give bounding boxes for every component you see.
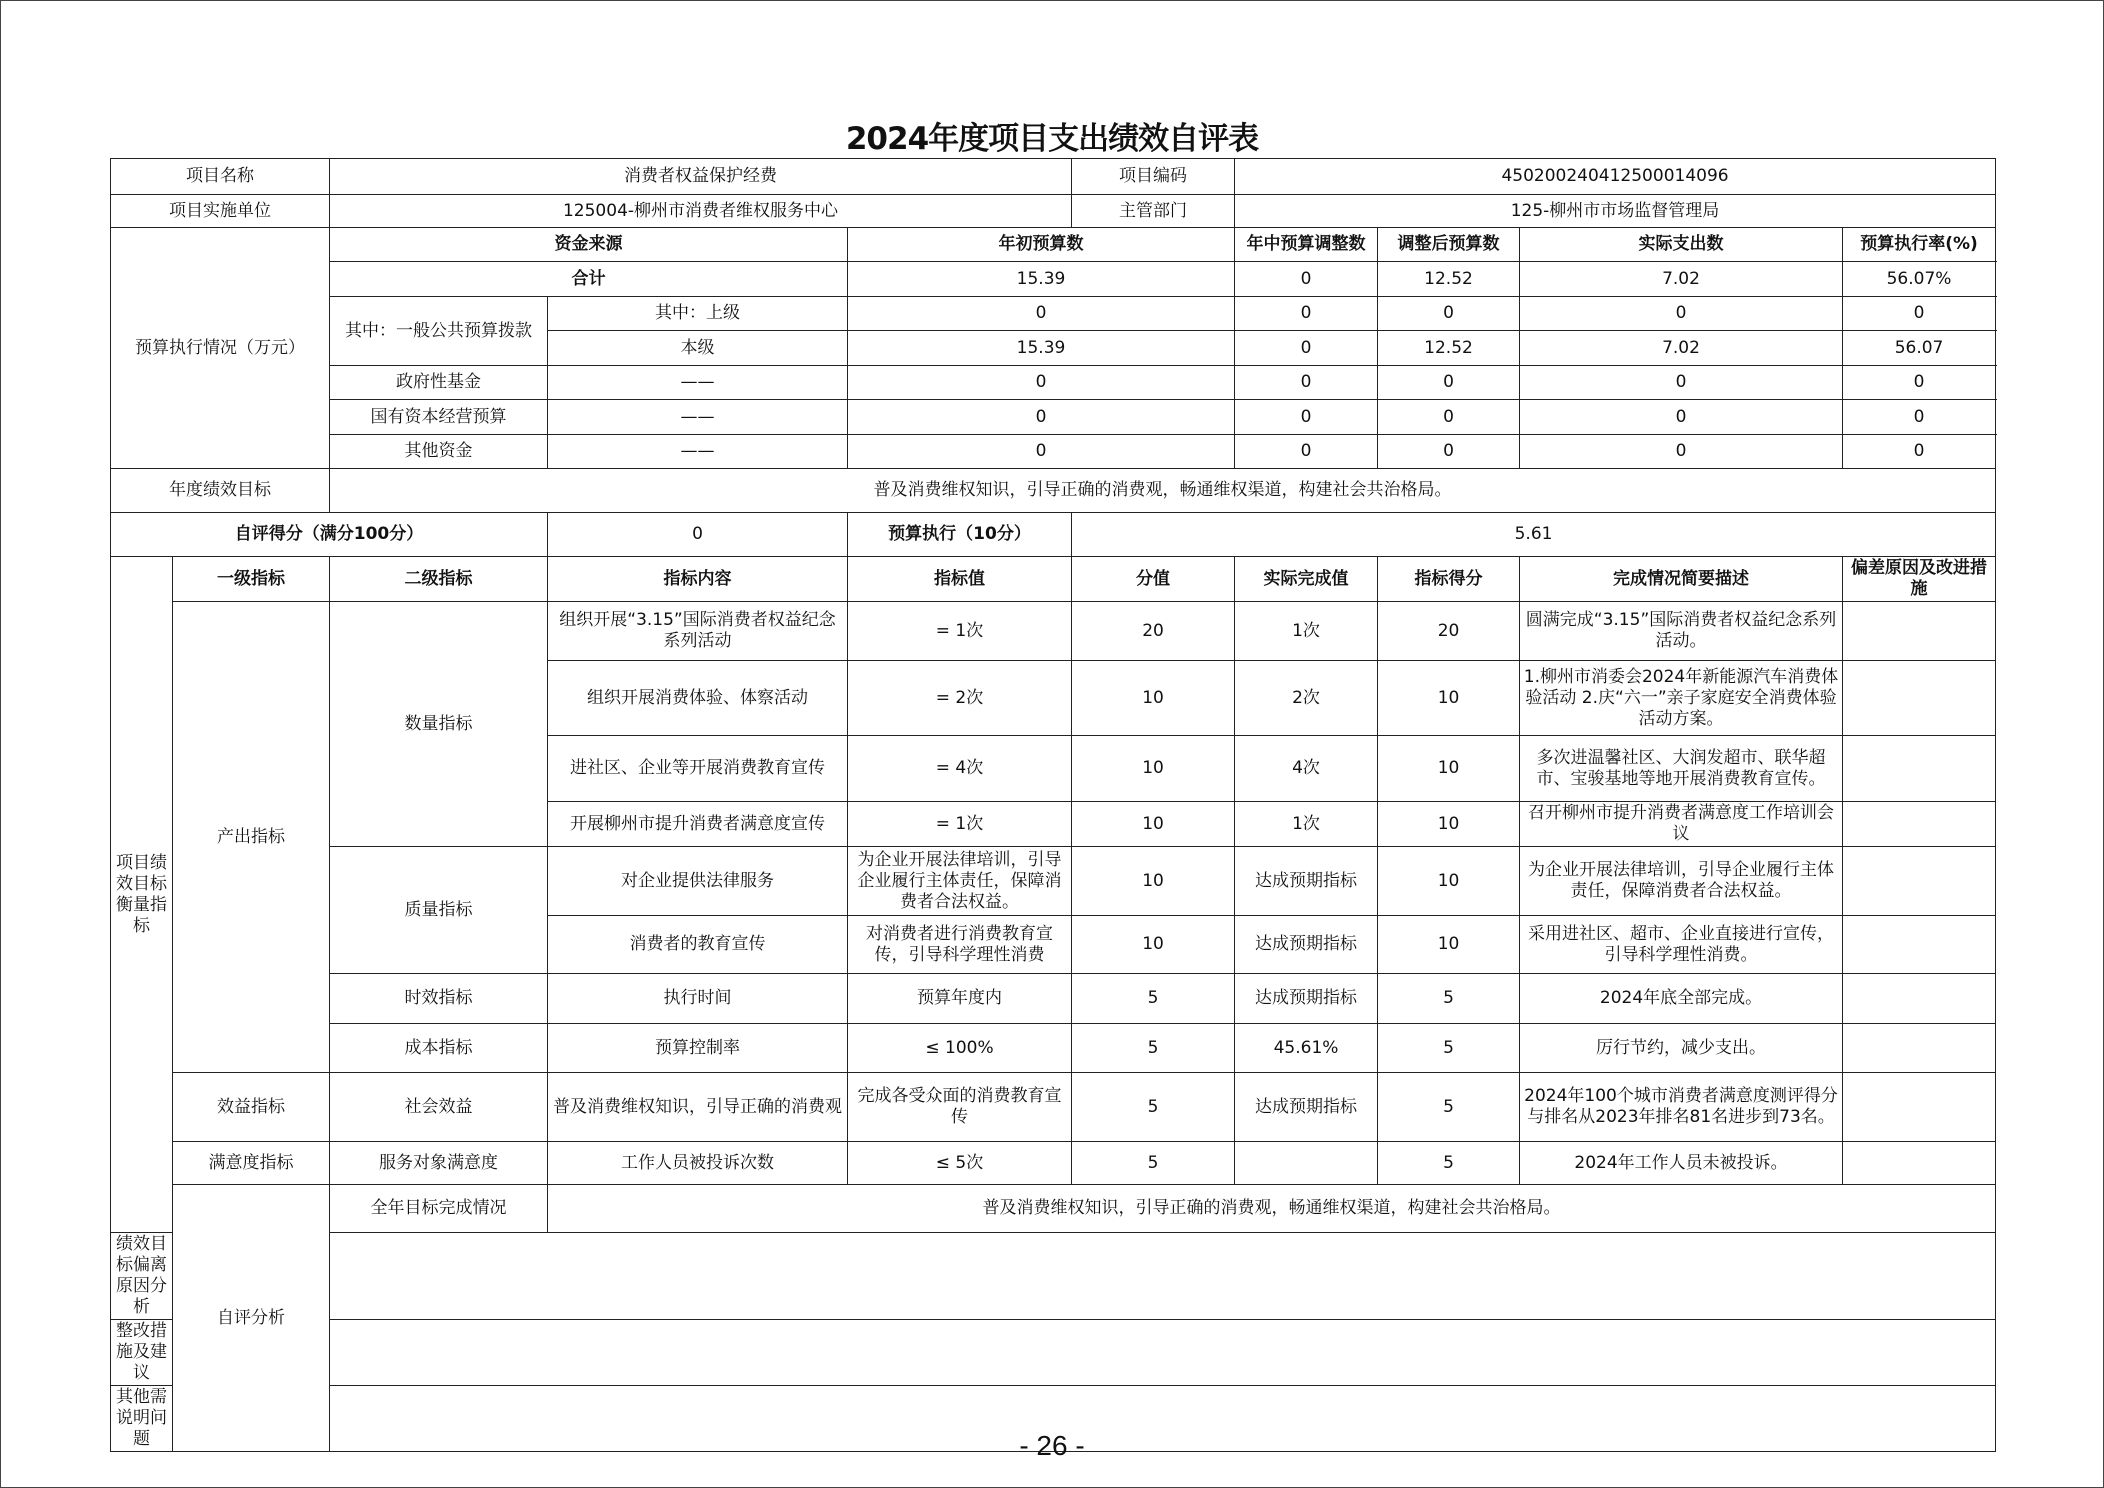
quantity-indicator-label: 数量指标 <box>330 602 548 847</box>
indicator-section-label: 项目绩效目标衡量指标 <box>111 557 173 1233</box>
total-adjusted: 12.52 <box>1378 262 1520 297</box>
other-funds-initial: 0 <box>848 435 1235 469</box>
indicator-target: ≤ 100% <box>848 1024 1072 1073</box>
exec-rate-header: 预算执行率(%) <box>1843 228 1996 262</box>
social-indicator-label: 社会效益 <box>330 1073 548 1142</box>
indicator-target: 预算年度内 <box>848 974 1072 1024</box>
indicator-actual: 达成预期指标 <box>1235 1073 1378 1142</box>
indicator-target: = 2次 <box>848 661 1072 736</box>
points-header: 分值 <box>1072 557 1235 602</box>
desc-header: 完成情况简要描述 <box>1520 557 1843 602</box>
indicator-target: 完成各受众面的消费教育宣传 <box>848 1073 1072 1142</box>
fund-exec-rate: 0 <box>1843 366 1996 400</box>
indicator-actual: 1次 <box>1235 802 1378 847</box>
indicator-desc: 采用进社区、超市、企业直接进行宣传，引导科学理性消费。 <box>1520 916 1843 974</box>
unit-row <box>111 195 1996 228</box>
funding-source-header: 资金来源 <box>330 228 848 262</box>
project-name-value: 消费者权益保护经费 <box>330 159 1072 195</box>
analysis-item-label: 全年目标完成情况 <box>330 1185 548 1233</box>
actual-spend-header: 实际支出数 <box>1520 228 1843 262</box>
total-exec-rate: 56.07% <box>1843 262 1996 297</box>
indicator-deviation <box>1843 736 1996 802</box>
indicator-deviation <box>1843 602 1996 661</box>
indicator-score: 5 <box>1378 1073 1520 1142</box>
superior-exec-rate: 0 <box>1843 297 1996 331</box>
indicator-desc: 2024年底全部完成。 <box>1520 974 1843 1024</box>
analysis-item-label: 绩效目标偏离原因分析 <box>111 1233 173 1320</box>
local-adjusted: 12.52 <box>1378 331 1520 366</box>
other-funds-adjusted: 0 <box>1378 435 1520 469</box>
annual-goal-label: 年度绩效目标 <box>111 469 330 513</box>
indicator-points: 5 <box>1072 974 1235 1024</box>
state-capital-dash: —— <box>548 400 848 435</box>
indicator-score: 10 <box>1378 736 1520 802</box>
indicator-deviation <box>1843 1073 1996 1142</box>
annual-goal-text: 普及消费维权知识，引导正确的消费观，畅通维权渠道，构建社会共治格局。 <box>330 469 1996 513</box>
analysis-row <box>111 1320 1996 1386</box>
project-name-row <box>111 159 1996 195</box>
annual-goal-row <box>111 469 1996 513</box>
indicator-points: 10 <box>1072 847 1235 916</box>
general-budget-label: 其中：一般公共预算拨款 <box>330 297 548 366</box>
level2-header: 二级指标 <box>330 557 548 602</box>
cost-indicator-label: 成本指标 <box>330 1024 548 1073</box>
superior-mid-adjust: 0 <box>1235 297 1378 331</box>
unit-label: 项目实施单位 <box>111 195 330 228</box>
indicator-content: 组织开展“3.15”国际消费者权益纪念系列活动 <box>548 602 848 661</box>
indicator-actual: 2次 <box>1235 661 1378 736</box>
indicator-score: 10 <box>1378 661 1520 736</box>
local-mid-adjust: 0 <box>1235 331 1378 366</box>
project-code-label: 项目编码 <box>1072 159 1235 195</box>
fund-dash: —— <box>548 366 848 400</box>
indicator-content: 消费者的教育宣传 <box>548 916 848 974</box>
indicator-actual <box>1235 1142 1378 1185</box>
indicator-score: 10 <box>1378 802 1520 847</box>
state-capital-initial: 0 <box>848 400 1235 435</box>
other-funds-mid-adjust: 0 <box>1235 435 1378 469</box>
superior-actual: 0 <box>1520 297 1843 331</box>
fund-initial: 0 <box>848 366 1235 400</box>
analysis-section-label: 自评分析 <box>173 1185 330 1452</box>
indicator-points: 10 <box>1072 661 1235 736</box>
local-label: 本级 <box>548 331 848 366</box>
table-row <box>111 1142 1996 1185</box>
benefit-indicator-label: 效益指标 <box>173 1073 330 1142</box>
budget-exec-label: 预算执行（10分） <box>848 513 1072 557</box>
indicator-actual: 达成预期指标 <box>1235 916 1378 974</box>
self-score-label: 自评得分（满分100分） <box>111 513 548 557</box>
indicator-content: 开展柳州市提升消费者满意度宣传 <box>548 802 848 847</box>
state-capital-adjusted: 0 <box>1378 400 1520 435</box>
self-score-value: 0 <box>548 513 848 557</box>
indicator-desc: 1.柳州市消委会2024年新能源汽车消费体验活动 2.庆“六一”亲子家庭安全消费体验活动方案。 <box>1520 661 1843 736</box>
local-exec-rate: 56.07 <box>1843 331 1996 366</box>
indicator-points: 10 <box>1072 916 1235 974</box>
state-capital-exec-rate: 0 <box>1843 400 1996 435</box>
indicator-desc: 厉行节约，减少支出。 <box>1520 1024 1843 1073</box>
adjusted-budget-header: 调整后预算数 <box>1378 228 1520 262</box>
table-row <box>111 1073 1996 1142</box>
analysis-item-text <box>330 1320 1996 1386</box>
indicator-desc: 为企业开展法律培训，引导企业履行主体责任，保障消费者合法权益。 <box>1520 847 1843 916</box>
indicator-score: 10 <box>1378 847 1520 916</box>
actual-header: 实际完成值 <box>1235 557 1378 602</box>
dept-label: 主管部门 <box>1072 195 1235 228</box>
other-funds-actual: 0 <box>1520 435 1843 469</box>
score-header: 指标得分 <box>1378 557 1520 602</box>
unit-value: 125004-柳州市消费者维权服务中心 <box>330 195 1072 228</box>
indicator-deviation <box>1843 661 1996 736</box>
indicator-desc: 多次进温馨社区、大润发超市、联华超市、宝骏基地等地开展消费教育宣传。 <box>1520 736 1843 802</box>
state-capital-mid-adjust: 0 <box>1235 400 1378 435</box>
table-row <box>111 602 1996 661</box>
fund-adjusted: 0 <box>1378 366 1520 400</box>
indicator-target: ≤ 5次 <box>848 1142 1072 1185</box>
indicator-content: 进社区、企业等开展消费教育宣传 <box>548 736 848 802</box>
indicator-deviation <box>1843 1024 1996 1073</box>
level1-header: 一级指标 <box>173 557 330 602</box>
analysis-row <box>111 1233 1996 1320</box>
indicator-header-row <box>111 557 1996 602</box>
indicator-score: 20 <box>1378 602 1520 661</box>
indicator-target: = 1次 <box>848 802 1072 847</box>
indicator-desc: 召开柳州市提升消费者满意度工作培训会议 <box>1520 802 1843 847</box>
indicator-score: 5 <box>1378 1142 1520 1185</box>
document-title: 2024年度项目支出绩效自评表 <box>845 121 1259 157</box>
budget-other-row <box>111 435 1996 469</box>
analysis-item-text: 普及消费维权知识，引导正确的消费观，畅通维权渠道，构建社会共治格局。 <box>548 1185 1996 1233</box>
indicator-actual: 达成预期指标 <box>1235 847 1378 916</box>
superior-label: 其中：上级 <box>548 297 848 331</box>
timeliness-indicator-label: 时效指标 <box>330 974 548 1024</box>
fund-actual: 0 <box>1520 366 1843 400</box>
content-header: 指标内容 <box>548 557 848 602</box>
total-label: 合计 <box>330 262 848 297</box>
indicator-content: 普及消费维权知识，引导正确的消费观 <box>548 1073 848 1142</box>
total-actual: 7.02 <box>1520 262 1843 297</box>
indicator-deviation <box>1843 802 1996 847</box>
target-header: 指标值 <box>848 557 1072 602</box>
indicator-target: = 4次 <box>848 736 1072 802</box>
budget-superior-row <box>111 297 1996 331</box>
indicator-content: 对企业提供法律服务 <box>548 847 848 916</box>
project-name-label: 项目名称 <box>111 159 330 195</box>
fund-mid-adjust: 0 <box>1235 366 1378 400</box>
total-mid-adjust: 0 <box>1235 262 1378 297</box>
satisfaction-indicator-label: 满意度指标 <box>173 1142 330 1185</box>
output-indicator-label: 产出指标 <box>173 602 330 1073</box>
indicator-score: 5 <box>1378 974 1520 1024</box>
dept-value: 125-柳州市市场监督管理局 <box>1235 195 1996 228</box>
state-capital-label: 国有资本经营预算 <box>330 400 548 435</box>
indicator-desc: 2024年100个城市消费者满意度测评得分与排名从2023年排名81名进步到73名。 <box>1520 1073 1843 1142</box>
indicator-actual: 1次 <box>1235 602 1378 661</box>
indicator-content: 执行时间 <box>548 974 848 1024</box>
indicator-actual: 4次 <box>1235 736 1378 802</box>
indicator-points: 10 <box>1072 736 1235 802</box>
analysis-item-label: 其他需说明问题 <box>111 1386 173 1452</box>
table-row <box>111 1024 1996 1073</box>
indicator-actual: 45.61% <box>1235 1024 1378 1073</box>
indicator-target: 为企业开展法律培训，引导企业履行主体责任，保障消费者合法权益。 <box>848 847 1072 916</box>
indicator-actual: 达成预期指标 <box>1235 974 1378 1024</box>
table-row <box>111 974 1996 1024</box>
total-initial: 15.39 <box>848 262 1235 297</box>
analysis-item-text <box>330 1233 1996 1320</box>
indicator-deviation <box>1843 847 1996 916</box>
indicator-deviation <box>1843 1142 1996 1185</box>
indicator-score: 10 <box>1378 916 1520 974</box>
deviation-header: 偏差原因及改进措施 <box>1843 557 1996 602</box>
budget-total-row <box>111 262 1996 297</box>
budget-section-label: 预算执行情况（万元） <box>111 228 330 469</box>
indicator-content: 组织开展消费体验、体察活动 <box>548 661 848 736</box>
indicator-points: 20 <box>1072 602 1235 661</box>
indicator-points: 5 <box>1072 1024 1235 1073</box>
table-row <box>111 847 1996 916</box>
analysis-item-label: 整改措施及建议 <box>111 1320 173 1386</box>
indicator-desc: 2024年工作人员未被投诉。 <box>1520 1142 1843 1185</box>
indicator-deviation <box>1843 916 1996 974</box>
budget-state-capital-row <box>111 400 1996 435</box>
superior-initial: 0 <box>848 297 1235 331</box>
local-initial: 15.39 <box>848 331 1235 366</box>
superior-adjusted: 0 <box>1378 297 1520 331</box>
project-code-value: 450200240412500014096 <box>1235 159 1996 195</box>
budget-fund-row <box>111 366 1996 400</box>
budget-exec-value: 5.61 <box>1072 513 1996 557</box>
score-row <box>111 513 1996 557</box>
performance-evaluation-table <box>110 158 1996 1452</box>
page-number: - 26 - <box>1019 1430 1085 1461</box>
indicator-points: 5 <box>1072 1073 1235 1142</box>
indicator-points: 5 <box>1072 1142 1235 1185</box>
initial-budget-header: 年初预算数 <box>848 228 1235 262</box>
other-funds-exec-rate: 0 <box>1843 435 1996 469</box>
local-actual: 7.02 <box>1520 331 1843 366</box>
indicator-target: = 1次 <box>848 602 1072 661</box>
quality-indicator-label: 质量指标 <box>330 847 548 974</box>
indicator-desc: 圆满完成“3.15”国际消费者权益纪念系列活动。 <box>1520 602 1843 661</box>
mid-adjust-header: 年中预算调整数 <box>1235 228 1378 262</box>
indicator-points: 10 <box>1072 802 1235 847</box>
indicator-deviation <box>1843 974 1996 1024</box>
indicator-content: 预算控制率 <box>548 1024 848 1073</box>
other-funds-label: 其他资金 <box>330 435 548 469</box>
indicator-content: 工作人员被投诉次数 <box>548 1142 848 1185</box>
budget-header-row <box>111 228 1996 262</box>
indicator-target: 对消费者进行消费教育宣传，引导科学理性消费 <box>848 916 1072 974</box>
indicator-score: 5 <box>1378 1024 1520 1073</box>
fund-label: 政府性基金 <box>330 366 548 400</box>
analysis-row <box>111 1185 1996 1233</box>
other-funds-dash: —— <box>548 435 848 469</box>
service-indicator-label: 服务对象满意度 <box>330 1142 548 1185</box>
state-capital-actual: 0 <box>1520 400 1843 435</box>
